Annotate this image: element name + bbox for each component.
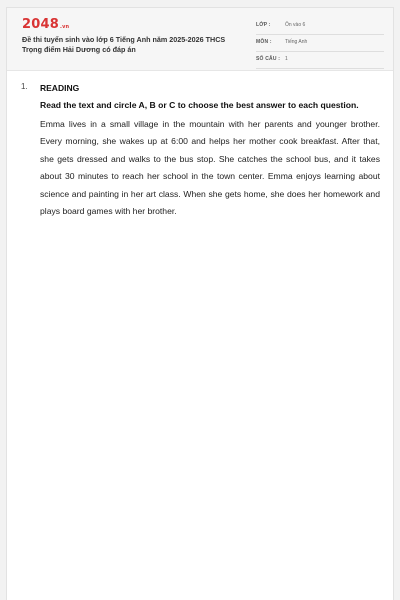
meta-row-class [256, 18, 384, 35]
document-title: Đề thi tuyển sinh vào lớp 6 Tiếng Anh năm 2025-2026 THCS Trọng điểm Hải Dương có đáp án [22, 35, 226, 54]
document-sheet [6, 7, 394, 600]
section-title: READING [40, 83, 80, 93]
meta-value-question-count: 1 [285, 56, 288, 62]
site-logo[interactable] [22, 17, 69, 32]
question-instruction: Read the text and circle A, B or C to choose the best answer to each question. [40, 100, 359, 110]
meta-value-class: Ôn vào 6 [285, 22, 306, 28]
meta-row-question-count [256, 52, 384, 69]
logo-text: 2048 [22, 17, 59, 32]
document-meta [256, 18, 384, 69]
logo-tld: .vn [59, 24, 70, 30]
meta-value-subject: Tiếng Anh [285, 39, 308, 45]
document-header [7, 8, 393, 71]
meta-label-subject: MÔN : [256, 39, 272, 45]
meta-label-question-count: SỐ CÂU : [256, 56, 281, 62]
question-number: 1. [21, 82, 28, 91]
meta-label-class: LỚP : [256, 22, 271, 28]
reading-passage: Emma lives in a small village in the mountain with her parents and younger brother. Every morning, she wakes up at 6:00 and helps her mother cook breakfast. After that, she gets dressed and walks to the bus stop. She catches the school bus, and it takes about 30 minutes to reach her school in the town center. Emma enjoys learning about science and painting in her art class. When she gets home, she does her homework and plays board games with her brother. [40, 119, 380, 217]
meta-row-subject [256, 35, 384, 52]
